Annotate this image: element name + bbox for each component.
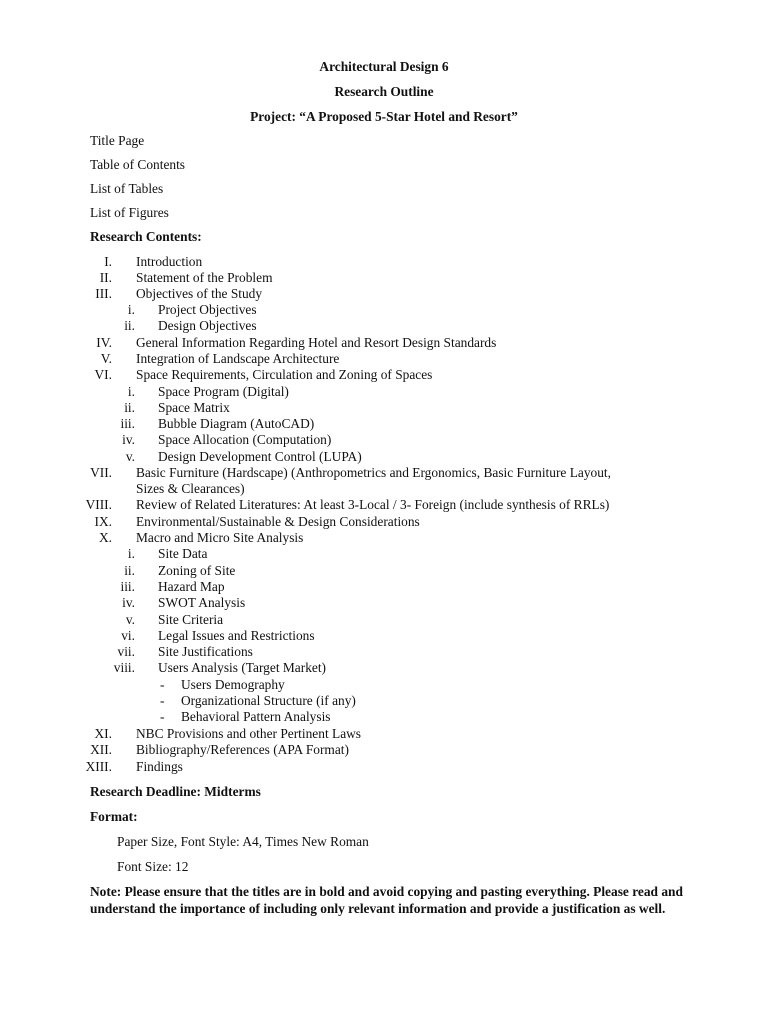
outline-subitem: Zoning of Site: [158, 563, 236, 578]
outline-subnumeral: ii.: [124, 400, 135, 415]
outline-item: Statement of the Problem: [136, 270, 273, 285]
document-title: Architectural Design 6: [319, 59, 449, 74]
outline-subitem: Space Program (Digital): [158, 384, 289, 399]
outline-subnumeral: iv.: [122, 432, 135, 447]
outline-item: Space Requirements, Circulation and Zoning of Spaces: [136, 367, 433, 382]
outline-subnumeral: vii.: [117, 644, 135, 659]
outline-item: Integration of Landscape Architecture: [136, 351, 340, 366]
outline-subnumeral: i.: [127, 546, 135, 561]
outline-subnumeral: iv.: [122, 595, 135, 610]
outline-subnumeral: v.: [125, 449, 135, 464]
outline-numeral: XIII.: [85, 759, 112, 774]
outline-subitem: SWOT Analysis: [158, 595, 246, 610]
outline-subitem: Legal Issues and Restrictions: [158, 628, 315, 643]
outline-item: Environmental/Sustainable & Design Considerations: [136, 514, 420, 529]
outline-subnumeral: vi.: [121, 628, 135, 643]
outline-subnumeral: v.: [125, 612, 135, 627]
outline-numeral: IX.: [94, 514, 112, 529]
outline-item: Basic Furniture (Hardscape) (Anthropometrics and Ergonomics, Basic Furniture Layout,: [136, 465, 612, 480]
outline-numeral: VI.: [94, 367, 112, 382]
outline-numeral: IV.: [96, 335, 112, 350]
outline-subitem: Users Analysis (Target Market): [158, 660, 327, 675]
outline-subitem: Design Development Control (LUPA): [158, 449, 362, 464]
outline-subitem: Project Objectives: [158, 302, 257, 317]
outline-subitem: Space Matrix: [158, 400, 230, 415]
outline-subnumeral: ii.: [124, 563, 135, 578]
outline-item: Bibliography/References (APA Format): [136, 742, 349, 757]
document-subtitle: Research Outline: [334, 84, 434, 99]
research-deadline: Research Deadline: Midterms: [90, 784, 261, 799]
front-matter-item: List of Figures: [90, 205, 169, 220]
outline-numeral: II.: [99, 270, 112, 285]
outline-subitem: Space Allocation (Computation): [158, 432, 332, 447]
outline-dash-item: Behavioral Pattern Analysis: [181, 709, 331, 724]
front-matter-item: List of Tables: [90, 181, 164, 196]
outline-item: Objectives of the Study: [136, 286, 263, 301]
outline-item: NBC Provisions and other Pertinent Laws: [136, 726, 362, 741]
outline-item: Introduction: [136, 254, 203, 269]
outline-item-continuation: Sizes & Clearances): [136, 481, 245, 496]
format-heading: Format:: [90, 809, 138, 824]
outline-item: Review of Related Literatures: At least 3-Local / 3- Foreign (include synthesis of RRLs): [136, 497, 610, 512]
outline-item: Macro and Micro Site Analysis: [136, 530, 304, 545]
outline-dash-item: Users Demography: [181, 677, 285, 692]
note-paragraph: Note: Please ensure that the titles are in bold and avoid copying and pasting everything. Please read and understand the importance of including only relevant information and provide a justification as well.: [90, 884, 683, 916]
outline-numeral: XI.: [94, 726, 112, 741]
format-item: Paper Size, Font Style: A4, Times New Roman: [117, 834, 369, 849]
outline-dash: -: [160, 709, 165, 724]
project-title: Project: “A Proposed 5-Star Hotel and Resort”: [250, 109, 518, 124]
front-matter-item: Title Page: [90, 133, 145, 148]
outline-subitem: Site Data: [158, 546, 208, 561]
outline-subnumeral: viii.: [113, 660, 135, 675]
outline-subitem: Bubble Diagram (AutoCAD): [158, 416, 315, 431]
outline-subnumeral: i.: [127, 384, 135, 399]
outline-subitem: Site Justifications: [158, 644, 253, 659]
outline-subnumeral: iii.: [120, 579, 135, 594]
outline-subitem: Hazard Map: [158, 579, 225, 594]
front-matter-item: Table of Contents: [90, 157, 186, 172]
format-item: Font Size: 12: [117, 859, 189, 874]
outline-subitem: Site Criteria: [158, 612, 224, 627]
outline-item: General Information Regarding Hotel and Resort Design Standards: [136, 335, 497, 350]
outline-dash: -: [160, 677, 165, 692]
outline-item: Findings: [136, 759, 183, 774]
outline-numeral: I.: [104, 254, 112, 269]
outline-dash: -: [160, 693, 165, 708]
outline-numeral: VIII.: [85, 497, 112, 512]
outline-numeral: III.: [95, 286, 112, 301]
outline-numeral: XII.: [90, 742, 112, 757]
outline-subnumeral: iii.: [120, 416, 135, 431]
outline-numeral: VII.: [90, 465, 112, 480]
outline-numeral: X.: [98, 530, 112, 545]
outline-subitem: Design Objectives: [158, 318, 257, 333]
outline-numeral: V.: [100, 351, 112, 366]
section-heading: Research Contents:: [90, 229, 202, 244]
outline-subnumeral: i.: [127, 302, 135, 317]
outline-subnumeral: ii.: [124, 318, 135, 333]
outline-dash-item: Organizational Structure (if any): [181, 693, 356, 708]
